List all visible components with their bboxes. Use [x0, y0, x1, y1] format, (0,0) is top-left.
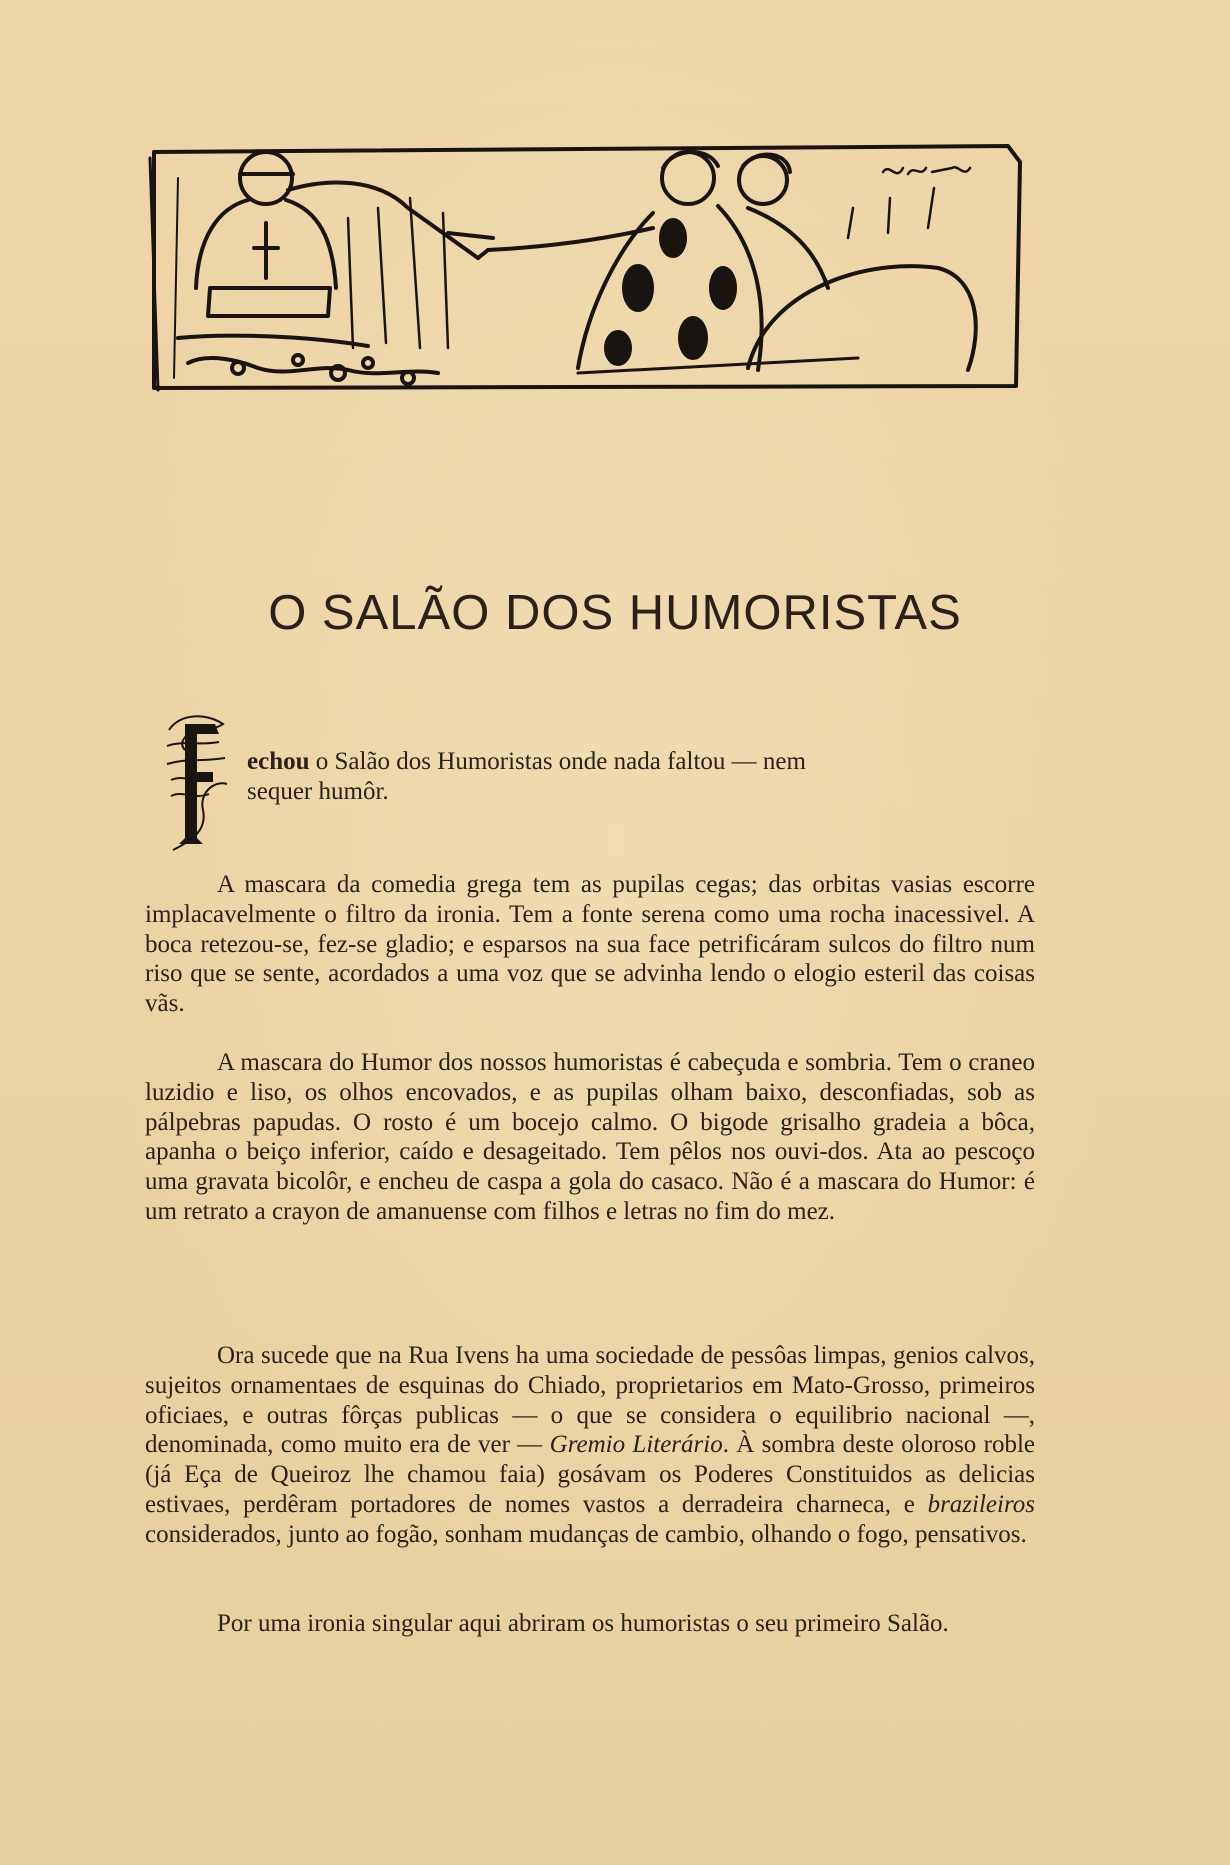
brazileiros: brazileiros	[927, 1490, 1035, 1518]
article-title: O SALÃO DOS HUMORISTAS	[268, 586, 962, 640]
opening-line-1	[247, 747, 1035, 777]
opening-rest: o Salão dos Humoristas onde nada faltou — nem	[309, 748, 806, 775]
opening-line-2: sequer humôr.	[247, 778, 389, 805]
header-illustration	[148, 138, 1023, 408]
p3-part-e: considerados, junto ao fogão, sonham mudanças de cambio, olhando o fogo, pensativos.	[145, 1520, 1027, 1548]
paragraph-rua-ivens	[145, 1341, 1035, 1550]
paragraph-mascara-grega: A mascara da comedia grega tem as pupilas cegas; das orbitas vasias escorre implacavelmente o filtro da ironia. Tem a fonte serena como uma rocha inacessivel. A boca retezou-se, fez-se gladio; e esparsos na sua face petrificáram sulcos do filtro num riso que se sente, acordados a uma voz que se advinha lendo o elogio esteril das coisas vãs.	[145, 871, 1035, 1018]
p3-part-c: . À sombra deste oloroso roble (já Eça de Queiroz lhe chamou faia) gosávam os Poderes Constituidos as delicias estivaes, perdêram portadores de nomes vastos a derradeira charneca, e	[145, 1431, 1035, 1518]
ornate-dropcap-f	[163, 710, 233, 858]
paragraph-primeiro-salao: Por uma ironia singular aqui abriram os humoristas o seu primeiro Salão.	[217, 1610, 949, 1637]
gremio-literario: Gremio Literário	[549, 1431, 723, 1459]
lead-word: echou	[247, 748, 310, 775]
p3-part-a: Ora sucede que na Rua Ivens ha uma sociedade de pessôas limpas, genios calvos, sujeitos ornamentaes de esquinas do Chiado, proprietarios em Mato-Grosso, primeiros oficiaes, e outras fôrças publicas — o que se considera o equilibrio nacional —, denominada, como muito era de ver —	[145, 1342, 1035, 1459]
paragraph-mascara-humor: A mascara do Humor dos nossos humoristas é cabeçuda e sombria. Tem o craneo luzidio e liso, os olhos encovados, e as pupilas olham baixo, desconfiadas, sob as pálpebras papudas. O rosto é um bocejo calmo. O bigode grisalho gradeia a bôca, apanha o beiço inferior, caído e desageitado. Tem pêlos nos ouvi-dos. Ata ao pescoço uma gravata bicolôr, e encheu de caspa a gola do casaco. Não é a mascara do Humor: é um retrato a crayon de amanuense com filhos e letras no fim do mez.	[145, 1049, 1035, 1225]
